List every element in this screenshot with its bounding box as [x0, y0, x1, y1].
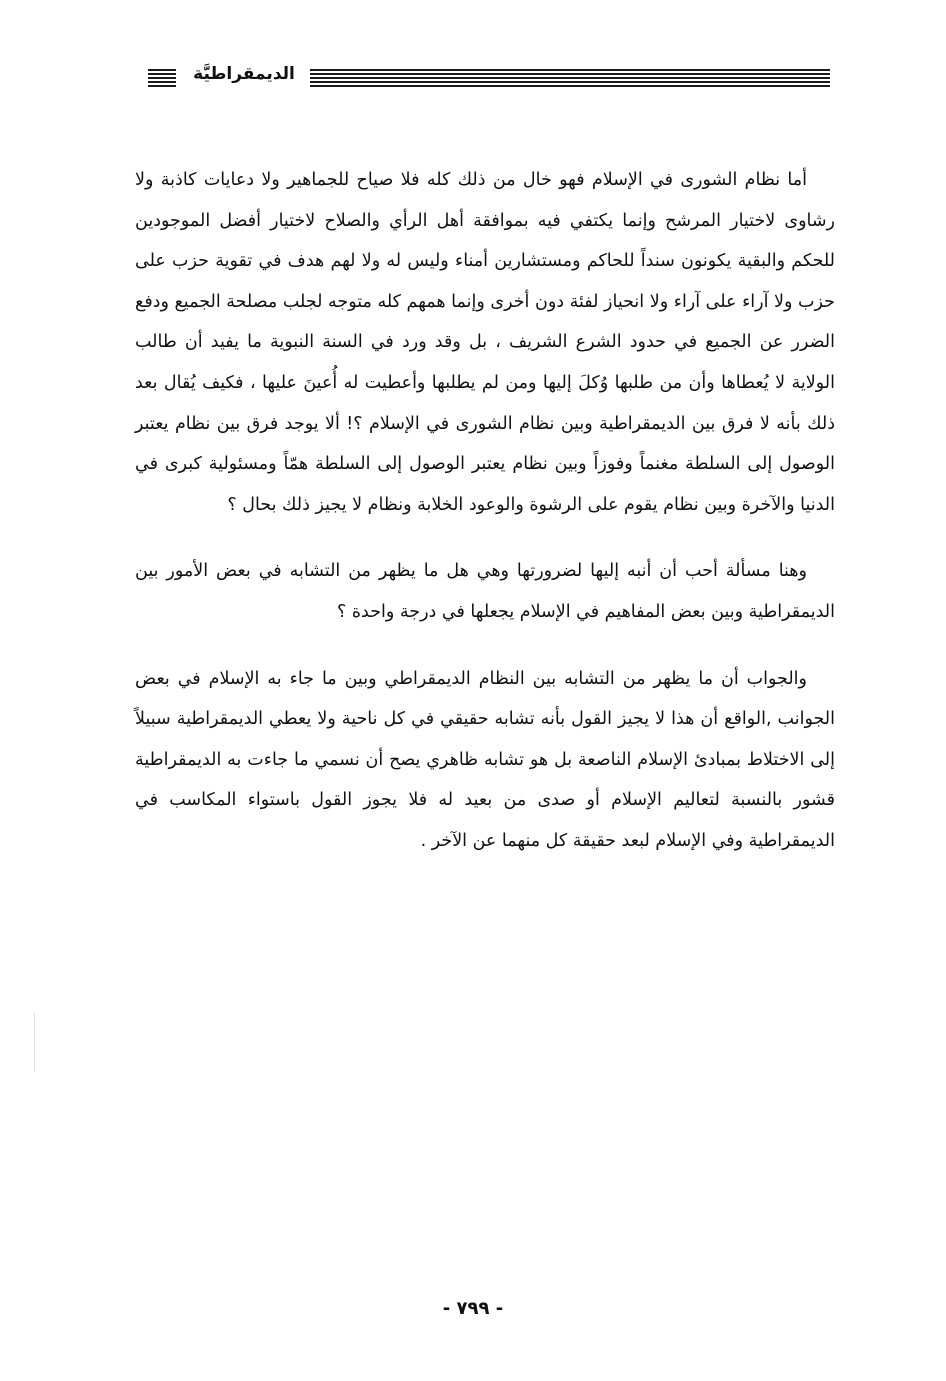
header-rule-left — [148, 69, 176, 89]
paragraph-3: والجواب أن ما يظهر من التشابه بين النظام الديمقراطي وبين ما جاء به الإسلام في بعض الجوانب ,الواقع أن هذا لا يجيز القول بأنه تشابه حقيقي في كل ناحية ولا يعطي الديمقراطية سبيلاً إلى الاختلاط بمبادئ الإسلام الناصعة بل هو تشابه ظاهري يصح أن نسمي ما جاءت به الديمقراطية قشور بالنسبة لتعاليم الإسلام أو صدى من بعيد له فلا يجوز القول باستواء المكاسب في الديمقراطية وفي الإسلام لبعد حقيقة كل منهما عن الآخر . — [135, 668, 835, 851]
page-body — [135, 160, 835, 862]
paragraph-2: وهنا مسألة أحب أن أنبه إليها لضرورتها وهي هل ما يظهر من التشابه في بعض الأمور بين الديمقراطية وبين بعض المفاهيم في الإسلام يجعلها في درجة واحدة ؟ — [135, 561, 835, 622]
scan-margin-mark — [34, 1012, 35, 1072]
page-number: - ٧٩٩ - — [442, 1298, 504, 1319]
running-header — [140, 64, 830, 100]
header-rule-right — [310, 69, 830, 89]
header-title: الديمقراطيَّة — [193, 64, 295, 84]
paragraph-1: أما نظام الشورى في الإسلام فهو خال من ذلك كله فلا صياح للجماهير ولا دعايات كاذبة ولا رشاوى لاختيار المرشح وإنما يكتفي فيه بموافقة أهل الرأي والصلاح لاختيار أفضل الموجودين للحكم والبقية يكونون سنداً للحاكم ومستشارين أمناء وليس له ولا لهم هدف في تقوية حزب على حزب ولا آراء على آراء ولا انحياز لفئة دون أخرى وإنما همهم كله متوجه لجلب مصلحة الجميع ودفع الضرر عن الجميع في حدود الشرع الشريف ، بل وقد ورد في السنة النبوية ما يفيد أن طالب الولاية لا يُعطاها وأن من طلبها وُكلَ إليها ومن لم يطلبها وأعطيت له أُعينَ عليها ، فكيف يُقال بعد ذلك بأنه لا فرق بين الديمقراطية وبين نظام الشورى في الإسلام ؟! ألا يوجد فرق بين نظام يعتبر الوصول إلى السلطة مغنماً وفوزاً وبين نظام يعتبر الوصول إلى السلطة همّاً ومسئولية كبرى في الدنيا والآخرة وبين نظام يقوم على الرشوة والوعود الخلابة ونظام لا يجيز ذلك بحال ؟ — [135, 170, 835, 515]
